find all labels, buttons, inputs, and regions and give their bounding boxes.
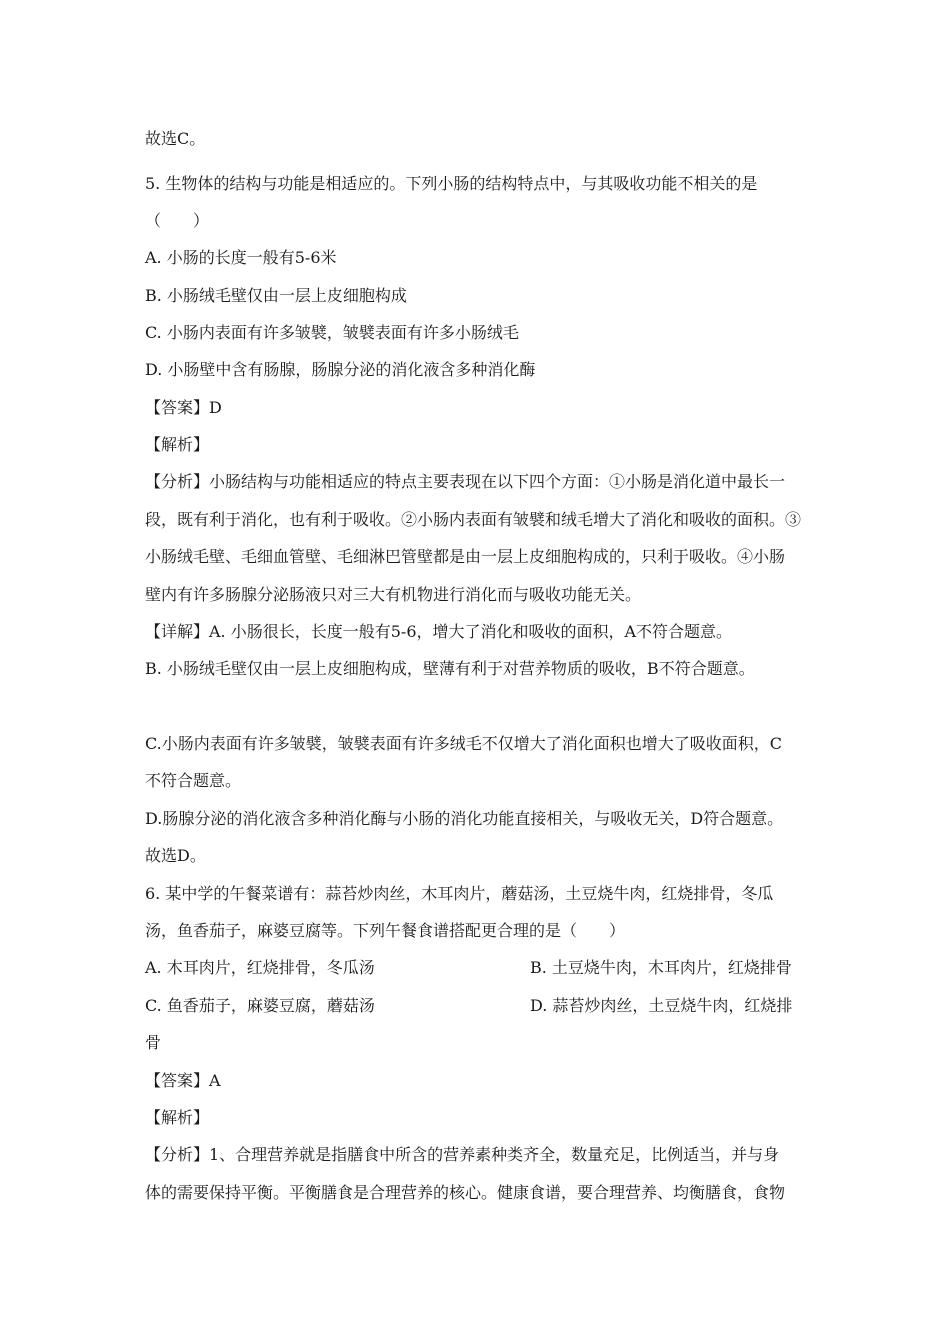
- q5-detail-line-6: 故选D。: [145, 846, 206, 865]
- q6-stem-line-1: 6. 某中学的午餐菜谱有：蒜苔炒肉丝，木耳肉片，蘑菇汤，土豆烧牛肉，红烧排骨，冬瓜: [145, 884, 774, 903]
- prev-conclusion: 故选C。: [145, 129, 206, 148]
- q6-analysis-title: 【解析】: [145, 1108, 210, 1127]
- q5-option-d: D. 小肠壁中含有肠腺，肠腺分泌的消化液含多种消化酶: [145, 360, 536, 379]
- q6-option-a: A. 木耳肉片，红烧排骨，冬瓜汤: [145, 958, 375, 977]
- q5-analysis-title: 【解析】: [145, 435, 210, 454]
- q6-option-c: C. 鱼香茄子，麻婆豆腐，蘑菇汤: [145, 996, 375, 1015]
- q5-analysis-line-3: 小肠绒毛壁、毛细血管壁、毛细淋巴管壁都是由一层上皮细胞构成的，只利于吸收。④小肠: [145, 547, 786, 566]
- q5-detail-line-1: 【详解】A. 小肠很长，长度一般有5-6，增大了消化和吸收的面积，A不符合题意。: [145, 622, 733, 641]
- q6-analysis-line-2: 体的需要保持平衡。平衡膳食是合理营养的核心。健康食谱，要合理营养、均衡膳食，食物: [145, 1183, 786, 1202]
- q5-analysis-line-1: 【分析】小肠结构与功能相适应的特点主要表现在以下四个方面：①小肠是消化道中最长一: [145, 472, 786, 491]
- q5-analysis-line-2: 段，既有利于消化，也有利于吸收。②小肠内表面有皱襞和绒毛增大了消化和吸收的面积。③: [145, 510, 802, 529]
- q6-analysis-line-1: 【分析】1、合理营养就是指膳食中所含的营养素种类齐全，数量充足，比例适当，并与身: [145, 1145, 780, 1164]
- q5-answer: 【答案】D: [145, 398, 222, 417]
- q6-option-b: B. 土豆烧牛肉，木耳肉片，红烧排骨: [530, 958, 792, 977]
- q5-detail-line-4: 不符合题意。: [145, 771, 242, 790]
- q5-analysis-line-4: 壁内有许多肠腺分泌肠液只对三大有机物进行消化而与吸收功能无关。: [145, 585, 642, 604]
- q5-detail-line-3: C.小肠内表面有许多皱襞，皱襞表面有许多绒毛不仅增大了消化面积也增大了吸收面积，C: [145, 734, 783, 753]
- q5-option-a: A. 小肠的长度一般有5-6米: [145, 248, 337, 267]
- q5-stem-line-2: （ ）: [145, 211, 210, 230]
- q5-stem-line-1: 5. 生物体的结构与功能是相适应的。下列小肠的结构特点中，与其吸收功能不相关的是: [145, 174, 758, 193]
- q5-detail-line-5: D.肠腺分泌的消化液含多种消化酶与小肠的消化功能直接相关，与吸收无关，D符合题意。: [145, 809, 784, 828]
- q6-answer: 【答案】A: [145, 1071, 221, 1090]
- q6-stem-line-2: 汤，鱼香茄子，麻婆豆腐等。下列午餐食谱搭配更合理的是（ ）: [145, 921, 626, 940]
- q6-option-d: D. 蒜苔炒肉丝，土豆烧牛肉，红烧排: [530, 996, 793, 1015]
- q6-option-d-continued: 骨: [145, 1033, 162, 1052]
- q5-option-b: B. 小肠绒毛壁仅由一层上皮细胞构成: [145, 286, 407, 305]
- q5-option-c: C. 小肠内表面有许多皱襞，皱襞表面有许多小肠绒毛: [145, 323, 519, 342]
- q5-detail-line-2: B. 小肠绒毛壁仅由一层上皮细胞构成，壁薄有利于对营养物质的吸收，B不符合题意。: [145, 659, 755, 678]
